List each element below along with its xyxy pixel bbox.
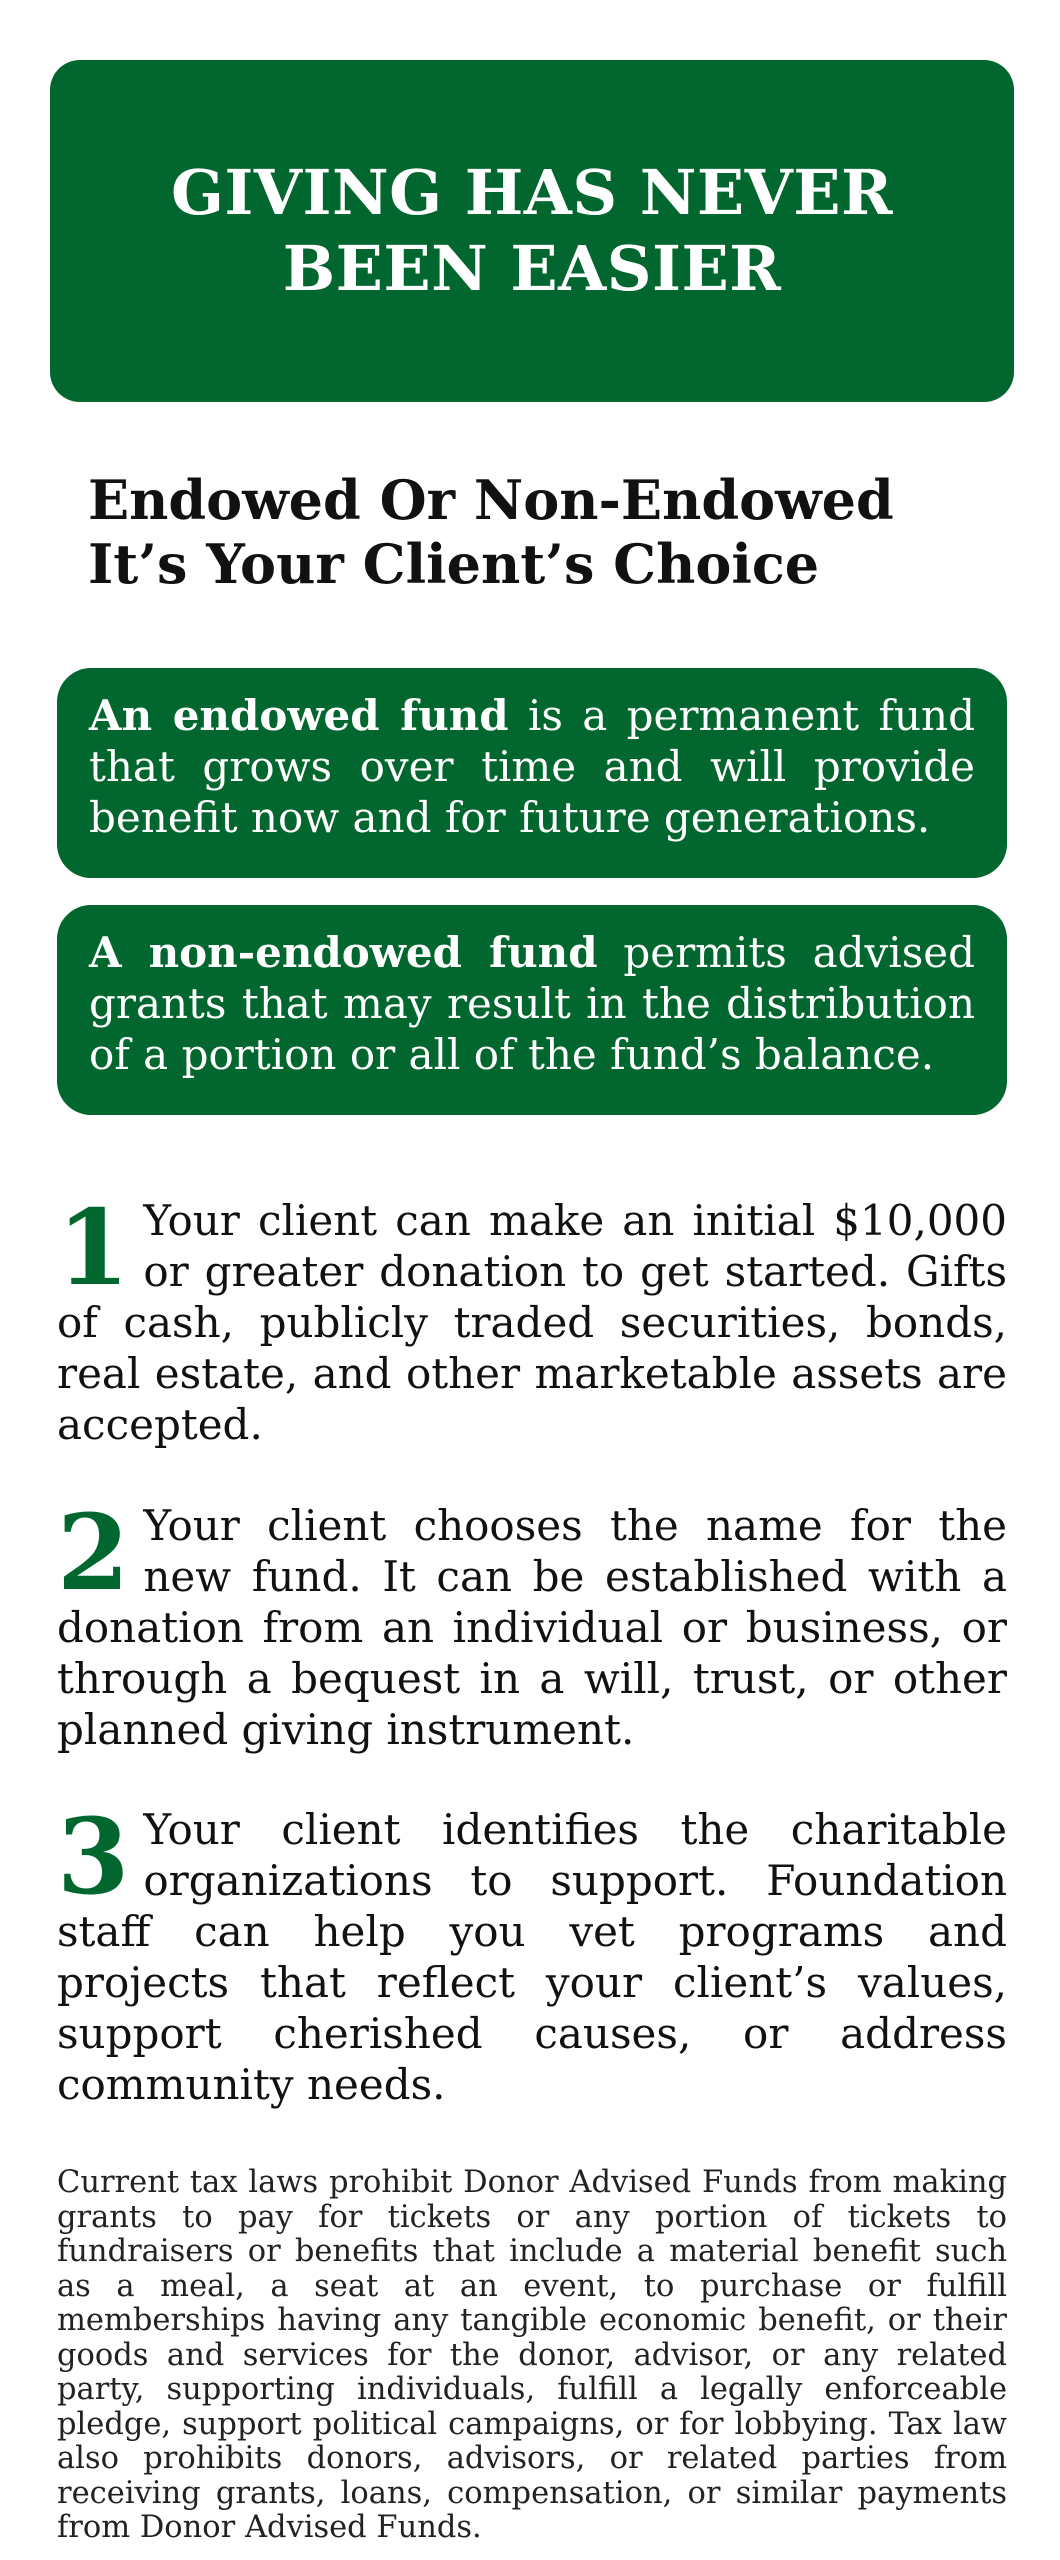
endowed-fund-description: is a permanent fund that grows over time and will provide benefit now and for future generations. [89,691,975,842]
non-endowed-fund-description: permits advised grants that may result in the distribution of a portion or all of the fund’s balance. [89,928,975,1079]
step-text: Your client identifies the charitable organizations to support. Foundation staff can help you vet programs and projects that reflect your client’s values, support cherished causes, or address community needs. [57,1805,1007,2109]
hero-title-line-2: BEEN EASIER [282,232,782,305]
subheading-line-2: It’s Your Client’s Choice [88,532,820,596]
hero-title [171,155,893,307]
step-text: Your client chooses the name for the new fund. It can be established with a donation from an individual or business, or through a bequest in a will, trust, or other planned giving instrument. [57,1501,1007,1754]
step-2 [57,1491,1007,1755]
step-number: 1 [57,1186,130,1309]
step-text: Your client can make an initial $10,000 or greater donation to get started. Gifts of cash, publicly traded securities, bonds, real estate, and other marketable assets are accepted. [57,1196,1007,1449]
non-endowed-fund-box [57,905,1007,1115]
step-number: 3 [57,1795,130,1918]
hero-title-line-1: GIVING HAS NEVER [170,156,894,229]
hero-banner [50,60,1014,402]
step-3 [57,1795,1007,2110]
subheading-line-1: Endowed Or Non-Endowed [88,468,894,532]
endowed-fund-term: An endowed fund [89,691,509,740]
non-endowed-fund-term: A non-endowed fund [89,928,598,977]
disclaimer-text: Current tax laws prohibit Donor Advised Funds from making grants to pay for tickets or any portion of tickets to fundraisers or benefits that include a material benefit such as a meal, a seat at an event, to purchase or fulfill memberships having any tangible economic benefit, or their goods and services for the donor, advisor, or any related party, supporting individuals, fulfill a legally enforceable pledge, support political campaigns, or for lobbying. Tax law also prohibits donors, advisors, or related parties from receiving grants, loans, compensation, or similar payments from Donor Advised Funds. [57,2165,1007,2545]
section-subheading [88,468,988,596]
endowed-fund-box [57,668,1007,878]
step-1 [57,1186,1007,1450]
step-number: 2 [57,1491,130,1614]
